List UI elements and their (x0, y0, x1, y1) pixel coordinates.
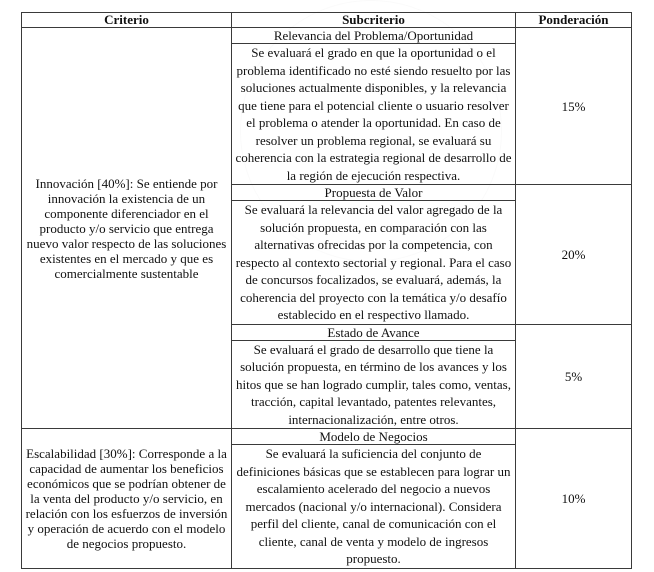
weight-estado-avance: 5% (516, 324, 632, 429)
subcriterion-title-propuesta-valor: Propuesta de Valor (232, 185, 516, 201)
criterion-escalabilidad: Escalabilidad [30%]: Corresponde a la capacidad de aumentar los beneficios económicos que se podrían obtener de la venta del producto y/o servicio, en relación con los esfuerzos de inversión y operación de acuerdo con el modelo de negocios propuesto. (22, 429, 232, 569)
table-header-row (22, 13, 632, 28)
subcriterion-title-relevancia: Relevancia del Problema/Oportunidad (232, 28, 516, 44)
header-subcriterio: Subcriterio (232, 13, 516, 28)
table-row (22, 28, 632, 44)
subcriterion-title-modelo-negocios: Modelo de Negocios (232, 429, 516, 445)
subcriterion-description-relevancia: Se evaluará el grado en que la oportunidad o el problema identificado no esté siendo resuelto por las soluciones actualmente disponibles, y la relevancia que tiene para el potencial cliente o usuario resolver el problema o atender la oportunidad. En caso de resolver un problema regional, se evaluará su coherencia con la estrategia regional de desarrollo de la región de ejecución respectiva. (232, 44, 516, 185)
table-row (22, 429, 632, 445)
weight-relevancia: 15% (516, 28, 632, 185)
weight-modelo-negocios: 10% (516, 429, 632, 569)
weight-propuesta-valor: 20% (516, 185, 632, 325)
header-criterio: Criterio (22, 13, 232, 28)
subcriterion-description-estado-avance: Se evaluará el grado de desarrollo que tiene la solución propuesta, en término de los avances y los hitos que se han logrado cumplir, tales como, ventas, tracción, capital levantado, patentes relevantes, internacionalización, entre otros. (232, 340, 516, 429)
criterion-innovacion: Innovación [40%]: Se entiende por innovación la existencia de un componente diferenciador en el producto y/o servicio que entrega nuevo valor respecto de las soluciones existentes en el mercado y que es comercialmente sustentable (22, 28, 232, 429)
subcriterion-title-estado-avance: Estado de Avance (232, 324, 516, 340)
header-ponderacion: Ponderación (516, 13, 632, 28)
subcriterion-description-modelo-negocios: Se evaluará la suficiencia del conjunto de definiciones básicas que se establecen para lograr un escalamiento acelerado del negocio a nuevos mercados (nacional y/o internacional). Considera perfil del cliente, canal de comunicación con el cliente, canal de venta y modelo de ingresos propuesto. (232, 445, 516, 569)
subcriterion-description-propuesta-valor: Se evaluará la relevancia del valor agregado de la solución propuesta, en comparación con las alternativas ofrecidas por la competencia, con respecto al contexto sectorial y regional. Para el caso de concursos focalizados, se evaluará, además, la coherencia del proyecto con la temática y/o desafío establecido en el respectivo llamado. (232, 201, 516, 325)
evaluation-criteria-table (21, 12, 632, 569)
